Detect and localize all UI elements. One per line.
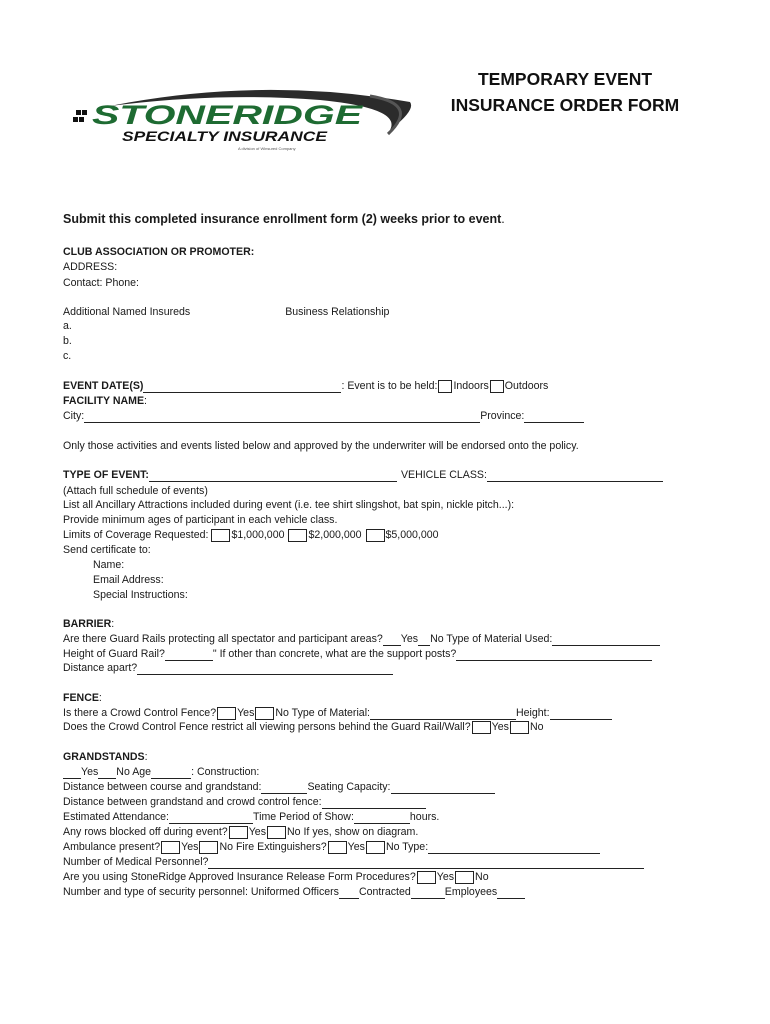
grandstands-q7: Number of Medical Personnel? [63, 855, 704, 869]
guard-rail-yes-field[interactable] [383, 635, 401, 646]
stoneridge-logo [70, 84, 415, 152]
fence-q2: Does the Crowd Control Fence restrict all viewing persons behind the Guard Rail/Wall? Yes No [63, 721, 544, 733]
fence-yes-checkbox[interactable] [217, 707, 236, 720]
ambulance-no-checkbox[interactable] [199, 841, 218, 854]
uniformed-officers-field[interactable] [339, 888, 359, 899]
attendance-field[interactable] [169, 813, 253, 824]
fence-no-checkbox[interactable] [255, 707, 274, 720]
insureds-header: Additional Named Insureds Business Relationship [63, 306, 390, 318]
fence-restrict-yes-checkbox[interactable] [472, 721, 491, 734]
outdoors-checkbox[interactable] [490, 380, 504, 393]
submit-instruction: Submit this completed insurance enrollment form (2) weeks prior to event. [63, 212, 505, 226]
logo-tagline: A division of Winsured Company [238, 146, 296, 151]
event-dates-row: EVENT DATE(S) : Event is to be held: Indoors Outdoors [63, 380, 549, 392]
cert-name-row: Name: [93, 559, 125, 571]
province-field[interactable] [524, 412, 584, 423]
release-form-no-checkbox[interactable] [455, 871, 474, 884]
extinguisher-no-checkbox[interactable] [366, 841, 385, 854]
employees-field[interactable] [497, 888, 525, 899]
address-row: ADDRESS: [63, 261, 118, 273]
fence-q1: Is there a Crowd Control Fence? Yes No Type of Material: Height: [63, 706, 704, 720]
title-line-2: INSURANCE ORDER FORM [450, 95, 680, 115]
course-distance-field[interactable] [261, 783, 307, 794]
barrier-heading: BARRIER : [63, 618, 115, 630]
time-period-field[interactable] [354, 813, 410, 824]
fence-heading: FENCE : [63, 692, 102, 704]
rows-blocked-yes-checkbox[interactable] [229, 826, 248, 839]
city-row: City: Province: [63, 409, 704, 423]
material-used-field[interactable] [552, 635, 660, 646]
attach-row: (Attach full schedule of events) [63, 485, 208, 497]
ambulance-yes-checkbox[interactable] [161, 841, 180, 854]
approval-note: Only those activities and events listed below and approved by the underwriter will be endorsed onto the policy. [63, 440, 579, 452]
special-instructions-row: Special Instructions: [93, 589, 188, 601]
indoors-checkbox[interactable] [438, 380, 452, 393]
grandstands-q8: Are you using StoneRidge Approved Insurance Release Form Procedures? Yes No [63, 871, 489, 883]
guard-rail-height-field[interactable] [165, 650, 213, 661]
insured-a-row: a. [63, 320, 72, 332]
release-form-yes-checkbox[interactable] [417, 871, 436, 884]
grandstands-q4: Estimated Attendance: Time Period of Show: hours. [63, 811, 440, 823]
type-field[interactable] [149, 471, 397, 482]
limit-5m-checkbox[interactable] [366, 529, 385, 542]
extinguisher-yes-checkbox[interactable] [328, 841, 347, 854]
grandstands-q3: Distance between grandstand and crowd control fence: [63, 795, 704, 809]
limits-row: Limits of Coverage Requested: $1,000,000 $2,000,000 $5,000,000 [63, 529, 439, 541]
fence-distance-field[interactable] [322, 798, 426, 809]
barrier-q2: Height of Guard Rail? " If other than concrete, what are the support posts? [63, 647, 704, 661]
limit-1m-checkbox[interactable] [211, 529, 230, 542]
barrier-q1: Are there Guard Rails protecting all spectator and participant areas? Yes No Type of Material Used: [63, 632, 704, 646]
support-posts-field[interactable] [456, 650, 652, 661]
rows-blocked-no-checkbox[interactable] [267, 826, 286, 839]
fence-material-field[interactable] [370, 709, 516, 720]
grandstands-q6: Ambulance present? Yes No Fire Extinguishers? Yes No Type: [63, 840, 704, 854]
medical-personnel-field[interactable] [208, 858, 644, 869]
title-line-1: TEMPORARY EVENT [477, 69, 653, 89]
event-dates-field[interactable] [143, 382, 341, 393]
logo-subtitle: SPECIALTY INSURANCE [122, 128, 328, 144]
phone-row: Contact: Phone: [63, 277, 139, 289]
cert-email-row: Email Address: [93, 574, 164, 586]
vehicle-class-field[interactable] [487, 471, 663, 482]
extinguisher-type-field[interactable] [428, 843, 600, 854]
grandstands-yes-field[interactable] [63, 768, 81, 779]
distance-apart-field[interactable] [137, 664, 393, 675]
logo-wordmark: STONERIDGE [92, 100, 364, 130]
send-certificate-row: Send certificate to: [63, 544, 151, 556]
contracted-field[interactable] [411, 888, 445, 899]
barrier-q3: Distance apart? [63, 661, 704, 675]
insured-c-row: c. [63, 350, 72, 362]
grandstands-no-field[interactable] [98, 768, 116, 779]
limit-2m-checkbox[interactable] [288, 529, 307, 542]
fence-height-field[interactable] [550, 709, 612, 720]
seating-capacity-field[interactable] [391, 783, 495, 794]
grandstands-q9: Number and type of security personnel: Uniformed Officers Contracted Employees [63, 885, 704, 899]
form-title [430, 66, 700, 118]
guard-rail-no-field[interactable] [418, 635, 430, 646]
ancillary-row: List all Ancillary Attractions included during event (i.e. tee shirt slingshot, bat spin, nickle pitch...): [63, 499, 515, 511]
insured-b-row: b. [63, 335, 72, 347]
facility-row: FACILITY NAME : [63, 395, 147, 407]
city-field[interactable] [84, 412, 480, 423]
fence-restrict-no-checkbox[interactable] [510, 721, 529, 734]
grandstands-heading: GRANDSTANDS : [63, 751, 148, 763]
ages-row: Provide minimum ages of participant in each vehicle class. [63, 514, 338, 526]
grandstands-q1: Yes No Age : Construction: [63, 765, 692, 779]
grandstands-q5: Any rows blocked off during event? Yes No If yes, show on diagram. [63, 826, 419, 838]
type-row: TYPE OF EVENT: VEHICLE CLASS: [63, 468, 704, 482]
grandstands-q2: Distance between course and grandstand: Seating Capacity: [63, 780, 704, 794]
grandstands-age-field[interactable] [151, 768, 191, 779]
club-row: CLUB ASSOCIATION OR PROMOTER: [63, 246, 255, 258]
